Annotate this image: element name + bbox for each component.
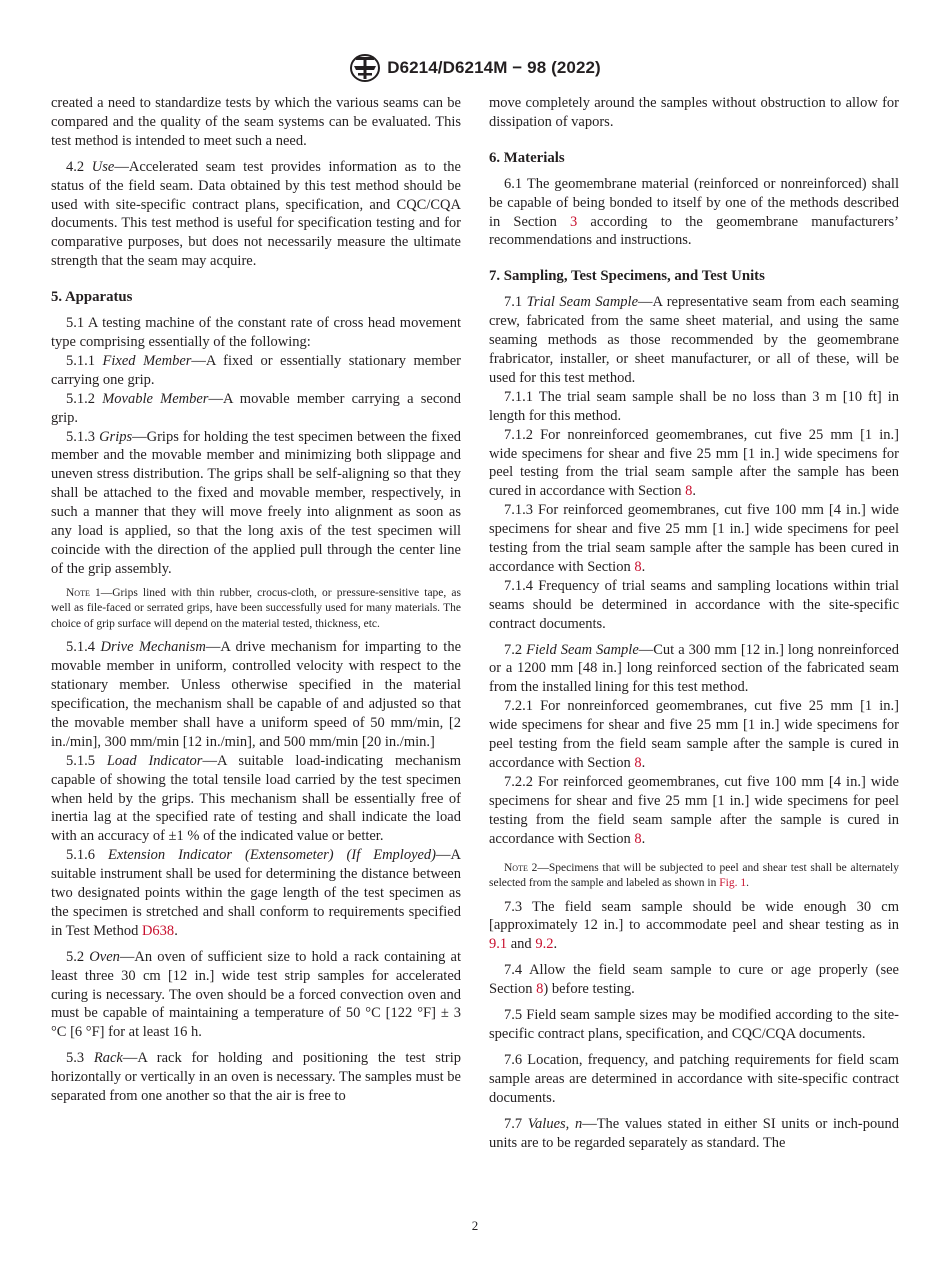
link-section-8[interactable]: 8 bbox=[634, 830, 642, 847]
link-section-8[interactable]: 8 bbox=[685, 483, 693, 500]
paragraph-continuation: created a need to standardize tests by which the various seams can be compared and the quality of the seam systems can be evaluated. This test method is intended to meet such a need. bbox=[51, 95, 461, 149]
section-5-1-4: 5.1.4 Drive Mechanism—A drive mechanism for imparting to the movable member in uniform, controlled velocity with respect to the stationary member. Unless otherwise specified in the material specification, the mechanism shall be capable of and adjusted so that the movable member shall have a uniform speed of 50 mm/min, [2 in./min], 300 mm/min [12 in./min], and 500 mm/min [20 in./min.] bbox=[51, 639, 462, 750]
heading-sampling: 7. Sampling, Test Specimens, and Test Units bbox=[489, 268, 765, 285]
link-section-8[interactable]: 8 bbox=[634, 558, 642, 575]
section-7-1-3: 7.1.3 For reinforced geomembranes, cut five 100 mm [4 in.] wide specimens for shear and five 25 mm [1 in.] wide specimens for peel testing from the trial seam sample after the sample has been cured in accordance with Section 8. bbox=[489, 502, 899, 575]
section-4-2: 4.2 Use—Accelerated seam test provides information as to the status of the field seam. Data obtained by this test method should be used with site-specific contract plans, specification, and CQC/CQA documents. This test method is useful for specification testing and for comparative purposes, but does not necessarily measure the ultimate strength that the seam may acquire. bbox=[51, 158, 461, 270]
section-7-1-1: 7.1.1 The trial seam sample shall be no loss than 3 m [10 ft] in length for this method. bbox=[489, 388, 899, 424]
link-section-8[interactable]: 8 bbox=[536, 981, 544, 998]
section-7-2: 7.2 Field Seam Sample—Cut a 300 mm [12 in.] long nonreinforced or a 1200 mm [48 in.] long reinforced section of the fabricated seam from the installed lining for this test method. bbox=[489, 641, 899, 696]
section-5-1: 5.1 A testing machine of the constant rate of cross head movement type comprising essentially of the following: bbox=[51, 315, 461, 350]
section-7-6: 7.6 Location, frequency, and patching requirements for field scam sample areas are determined in accordance with site-specific contract documents. bbox=[489, 1051, 899, 1106]
section-7-5: 7.5 Field seam sample sizes may be modified according to the site-specific contract plans, specification, and CQC/CQA documents. bbox=[489, 1007, 899, 1042]
link-9-2[interactable]: 9.2 bbox=[535, 936, 554, 953]
right-column bbox=[489, 94, 899, 1152]
link-section-3[interactable]: 3 bbox=[570, 213, 578, 230]
link-section-8[interactable]: 8 bbox=[634, 755, 642, 771]
section-5-3: 5.3 Rack—A rack for holding and positioning the test strip horizontally or vertically in an oven is necessary. The samples must be separated from one another so that the air is free to bbox=[51, 1050, 461, 1105]
link-fig-1[interactable]: Fig. 1 bbox=[719, 877, 747, 890]
paragraph-continuation-right: move completely around the samples without obstruction to allow for dissipation of vapors. bbox=[489, 95, 899, 130]
section-7-2-2: 7.2.2 For reinforced geomembranes, cut five 100 mm [4 in.] wide specimens for shear and five 25 mm [1 in.] wide specimens for peel testing from the field seam sample after the sample is cured in accordance with Section 8. bbox=[489, 773, 899, 847]
section-7-1-4: 7.1.4 Frequency of trial seams and sampling locations within trial seams should be determined in accordance with the site-specific contract documents. bbox=[489, 577, 899, 632]
link-9-1[interactable]: 9.1 bbox=[489, 936, 508, 953]
section-7-1: 7.1 Trial Seam Sample—A representative seam from each seaming crew, fabricated from the same sheet material, and using the same seaming methods as those recommended by the geomembrane frabricator, installer, or sheet manufacturer, or all of these, will be used for this test method. bbox=[489, 294, 900, 386]
page-header bbox=[0, 52, 950, 84]
left-column bbox=[51, 94, 461, 1106]
section-5-1-3: 5.1.3 Grips—Grips for holding the test specimen between the fixed member and the movable member and minimizing both slippage and uneven stress distribution. The grips shall be self-aligning so that they shall be attached to the fixed and movable member, respectively, in such a manner that they will move freely into alignment as soon as any load is applied, so that the long axis of the test specimen will coincide with the direction of the applied pull through the center line of the grip assembly. bbox=[51, 428, 462, 577]
note-1: Note 1—Grips lined with thin rubber, crocus-cloth, or pressure-sensitive tape, as well as file-faced or serrated grips, have been successfully used for many materials. The choice of grip surface will depend on the material tested, thickness, etc. bbox=[51, 586, 461, 630]
section-7-7: 7.7 Values, n—The values stated in either SI units or inch-pound units are to be regarded separately as standard. The bbox=[489, 1115, 899, 1151]
section-7-3: 7.3 The field seam sample should be wide enough 30 cm [approximately 12 in.] to accommodate peel and shear testing as in 9.1 and 9.2. bbox=[489, 898, 899, 953]
section-5-1-6: 5.1.6 Extension Indicator (Extensometer) (If Employed)—A suitable instrument shall be used for determining the distance between two designated points within the gage length of the test specimen as the specimen is stretched and shall conform to requirements specified in Test Method D638. bbox=[51, 847, 461, 939]
section-7-1-2: 7.1.2 For nonreinforced geomembranes, cut five 25 mm [1 in.] wide specimens for shear and five 25 mm [1 in.] wide specimens for peel testing from the trial seam sample after the sample has been cured in accordance with Section 8. bbox=[489, 426, 899, 500]
document-designation: D6214/D6214M − 98 (2022) bbox=[387, 58, 601, 77]
section-5-2: 5.2 Oven—An oven of sufficient size to hold a rack containing at least three 30 cm [12 in.] wide test strip samples for accelerated curing is necessary. The oven should be a forced convection oven and must be capable of maintaining a temperature of 50 °C [122 °F] ± 3 °C [6 °F] for at least 16 h. bbox=[51, 948, 462, 1041]
section-5-1-1: 5.1.1 Fixed Member—A fixed or essentially stationary member carrying one grip. bbox=[51, 352, 462, 388]
page-number: 2 bbox=[471, 1218, 479, 1233]
section-7-2-1: 7.2.1 For nonreinforced geomembranes, cut five 25 mm [1 in.] wide specimens for shear and five 25 mm [1 in.] wide specimens for peel testing from the field seam sample after the sample is cured in accordance with Section 8. bbox=[489, 698, 899, 771]
section-5-1-2: 5.1.2 Movable Member—A movable member carrying a second grip. bbox=[51, 390, 462, 426]
section-6-1: 6.1 The geomembrane material (reinforced or nonreinforced) shall be capable of being bonded to itself by one of the methods described in Section 3 according to the geomembrane manufacturers’ recommendations and instructions. bbox=[489, 175, 899, 249]
section-5-1-5: 5.1.5 Load Indicator—A suitable load-indicating mechanism capable of showing the total tensile load carried by the test specimen when held by the grips. This mechanism shall be essentially free of inertia lag at the specified rate of testing and shall indicate the load with an accuracy of ±1 % of the indicated value or better. bbox=[51, 752, 461, 845]
astm-logo-icon bbox=[349, 53, 381, 83]
heading-materials: 6. Materials bbox=[489, 149, 565, 166]
link-d638[interactable]: D638 bbox=[141, 922, 175, 939]
section-7-4: 7.4 Allow the field seam sample to cure or age properly (see Section 8) before testing. bbox=[489, 962, 899, 998]
heading-apparatus: 5. Apparatus bbox=[51, 289, 133, 306]
note-2: Note 2—Specimens that will be subjected to peel and shear test shall be alternately selected from the sample and labeled as shown in Fig. 1. bbox=[489, 861, 900, 890]
